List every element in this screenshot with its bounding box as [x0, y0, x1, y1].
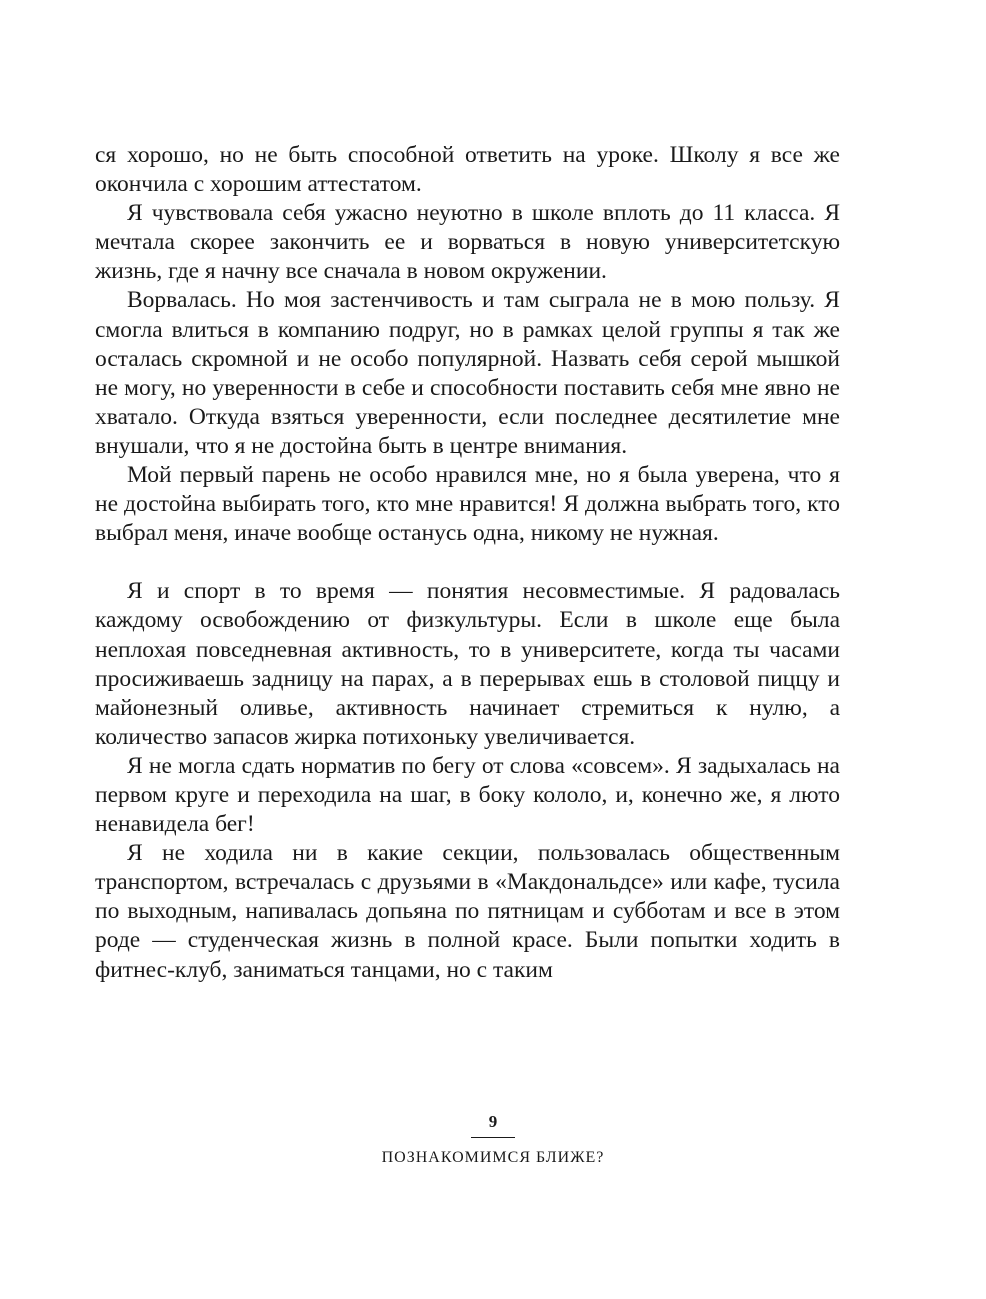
- running-title: ПОЗНАКОМИМСЯ БЛИЖЕ?: [381, 1149, 605, 1166]
- page-footer: [0, 1110, 986, 1168]
- text-section-1: [95, 141, 840, 548]
- footer-divider: [471, 1137, 515, 1138]
- page-body: [95, 141, 840, 985]
- paragraph: Мой первый парень не особо нравился мне, но я была уверена, что я не достойна выбирать того, кто мне нравится! Я должна выбрать того, кто выбрал меня, иначе вообще останусь одна, никому не нужная.: [95, 462, 840, 547]
- section-break: [95, 548, 840, 577]
- paragraph: Я не могла сдать норматив по бегу от слова «совсем». Я задыхалась на первом круге и переходила на шаг, в боку кололо, и, конечно же, я люто ненавидела бег!: [95, 752, 840, 838]
- page-number: 9: [488, 1112, 498, 1131]
- text-section-2: [95, 577, 840, 984]
- paragraph: Я и спорт в то время — понятия несовместимые. Я радовалась каждому освобождению от физкультуры. Если в школе еще была неплохая повседневная активность, то в университете, когда ты часами просиживаешь задницу на парах, а в перерывах ешь в столовой пиццу и майонезный оливье, активность начинает стремиться к нулю, а количество запасов жирка потихоньку увеличивается.: [95, 578, 840, 750]
- paragraph: Я чувствовала себя ужасно неуютно в школе вплоть до 11 класса. Я мечтала скорее закончить ее и ворваться в новую университетскую жизнь, где я начну все сначала в новом окружении.: [95, 200, 840, 285]
- paragraph-continuation: ся хорошо, но не быть способной ответить на уроке. Школу я все же окончила с хорошим аттестатом.: [95, 142, 840, 198]
- paragraph: Я не ходила ни в какие секции, пользовалась общественным транспортом, встречалась с друзьями в «Макдональдсе» или кафе, тусила по выходным, напивалась допьяна по пятницам и субботам и все в этом роде — студенческая жизнь в полной красе. Были попытки ходить в фитнес-клуб, заниматься танцами, но с таким: [95, 840, 840, 983]
- paragraph: Ворвалась. Но моя застенчивость и там сыграла не в мою пользу. Я смогла влиться в компанию подруг, но в рамках целой группы я так же осталась скромной и не особо популярной. Назвать себя серой мышкой не могу, но уверенности в себе и способности поставить себя мне явно не хватало. Откуда взяться уверенности, если последнее десятилетие мне внушали, что я не достойна быть в центре внимания.: [95, 287, 840, 459]
